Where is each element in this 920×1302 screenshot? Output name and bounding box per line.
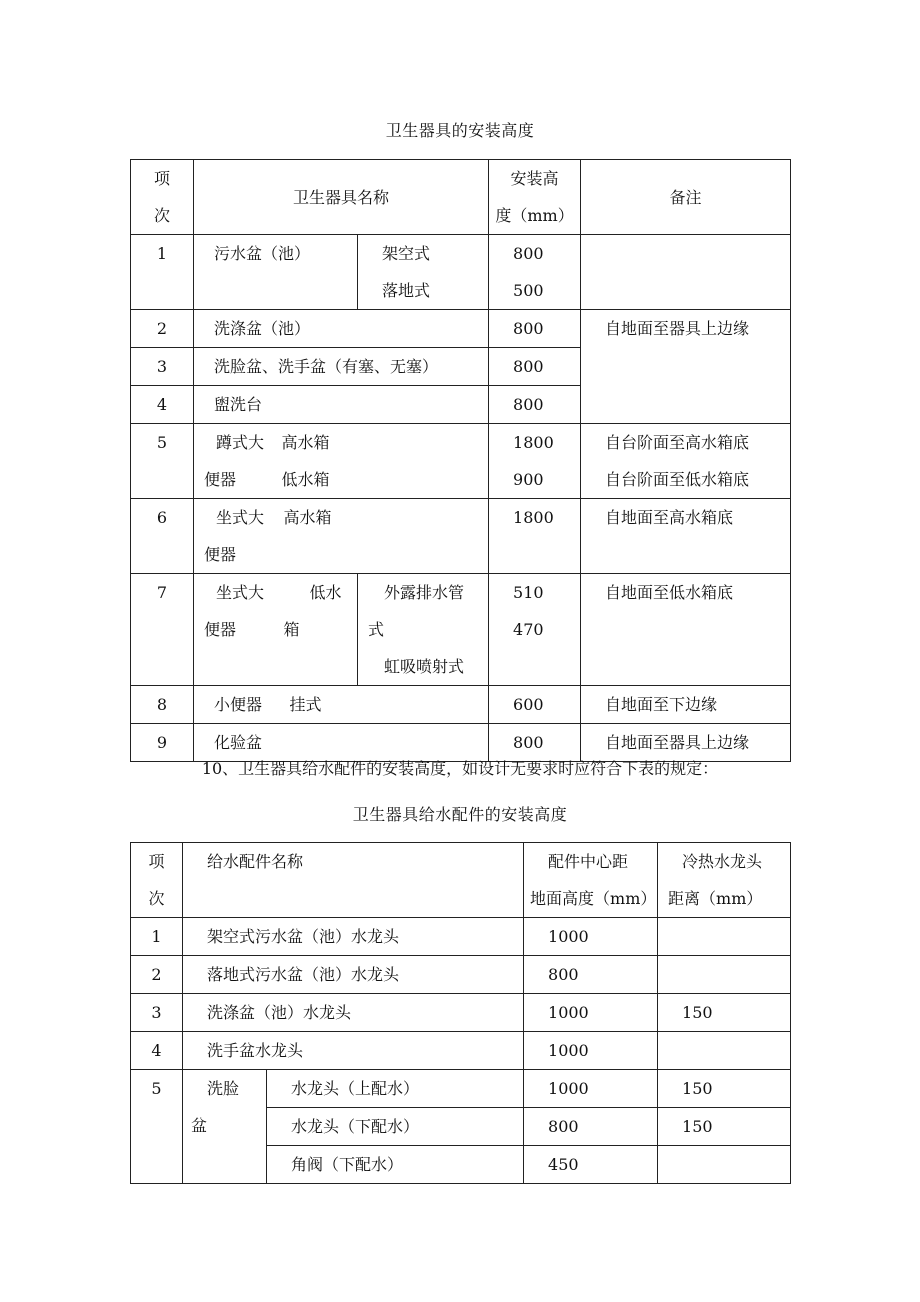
install-height: 510 470: [489, 574, 581, 686]
row-number: 4: [131, 386, 194, 424]
table1-title: 卫生器具的安装高度: [385, 121, 535, 140]
table-row: [131, 994, 791, 1032]
fixture-name: 洗脸盆、洗手盆（有塞、无塞）: [194, 348, 489, 386]
install-height: 800: [489, 386, 581, 424]
fitting-height: 1000: [524, 1032, 658, 1070]
fixture-name: 污水盆（池）: [194, 235, 358, 310]
fitting-subtype: 水龙头（下配水）: [267, 1108, 524, 1146]
header-no: 项 次: [131, 843, 183, 918]
fitting-distance: 150: [658, 994, 791, 1032]
row-number: 3: [131, 348, 194, 386]
table-row: [131, 310, 791, 348]
fixture-subtype: 高水箱: [284, 499, 489, 574]
fitting-name: 洗脸 盆: [183, 1070, 267, 1184]
fixture-name: 蹲式大 便器: [194, 424, 284, 499]
row-number: 5: [131, 424, 194, 499]
fixture-name: 小便器: [194, 686, 284, 724]
fixture-name: 化验盆: [194, 724, 489, 762]
fitting-height: 450: [524, 1146, 658, 1184]
fixture-subtype: 低水 箱: [284, 574, 358, 686]
header-height: 配件中心距 地面高度（mm）: [524, 843, 658, 918]
remark: 自台阶面至高水箱底 自台阶面至低水箱底: [581, 424, 791, 499]
row-number: 3: [131, 994, 183, 1032]
table-row: [131, 956, 791, 994]
fixture-name: 坐式大 便器: [194, 574, 284, 686]
row-number: 2: [131, 956, 183, 994]
remark: 自地面至高水箱底: [581, 499, 791, 574]
row-number: 1: [131, 235, 194, 310]
row-number: 8: [131, 686, 194, 724]
install-height: 1800 900: [489, 424, 581, 499]
fitting-height: 1000: [524, 1070, 658, 1108]
table-row: [131, 918, 791, 956]
table-row: [131, 499, 791, 574]
table1-sanitary-install-height: [130, 159, 791, 762]
install-height: 600: [489, 686, 581, 724]
fitting-name: 落地式污水盆（池）水龙头: [183, 956, 524, 994]
row-number: 1: [131, 918, 183, 956]
fixture-subtype: 挂式: [284, 686, 489, 724]
install-height: 800: [489, 310, 581, 348]
fitting-distance: [658, 1146, 791, 1184]
remark: 自地面至低水箱底: [581, 574, 791, 686]
header-height: 安装高 度（mm）: [489, 160, 581, 235]
fixture-subtype: 高水箱 低水箱: [284, 424, 489, 499]
header-no: 项 次: [131, 160, 194, 235]
install-height: 800: [489, 348, 581, 386]
body-paragraph: 10、卫生器具给水配件的安装高度，如设计无要求时应符合下表的规定：: [201, 759, 719, 778]
header-distance: 冷热水龙头 距离（mm）: [658, 843, 791, 918]
table-row: [131, 686, 791, 724]
row-number: 6: [131, 499, 194, 574]
fitting-name: 洗涤盆（池）水龙头: [183, 994, 524, 1032]
fitting-distance: [658, 956, 791, 994]
header-name: 卫生器具名称: [194, 160, 489, 235]
fitting-name: 洗手盆水龙头: [183, 1032, 524, 1070]
fixture-subtype: 架空式 落地式: [358, 235, 489, 310]
table-row: [131, 1032, 791, 1070]
row-number: 5: [131, 1070, 183, 1184]
fitting-distance: [658, 1032, 791, 1070]
fitting-height: 1000: [524, 994, 658, 1032]
fitting-subtype: 角阀（下配水）: [267, 1146, 524, 1184]
install-height: 800: [489, 724, 581, 762]
remark: 自地面至器具上边缘: [581, 310, 791, 424]
fitting-distance: 150: [658, 1108, 791, 1146]
row-number: 9: [131, 724, 194, 762]
install-height: 1800: [489, 499, 581, 574]
fitting-subtype: 水龙头（上配水）: [267, 1070, 524, 1108]
header-name: 给水配件名称: [183, 843, 524, 918]
remark: [581, 235, 791, 310]
table2-fitting-install-height: [130, 842, 791, 1184]
row-number: 2: [131, 310, 194, 348]
remark: 自地面至下边缘: [581, 686, 791, 724]
fixture-name: 坐式大 便器: [194, 499, 284, 574]
table-row: [131, 424, 791, 499]
table-row: [131, 574, 791, 686]
fixture-name: 洗涤盆（池）: [194, 310, 489, 348]
header-remark: 备注: [581, 160, 791, 235]
table-row: [131, 235, 791, 310]
fitting-distance: 150: [658, 1070, 791, 1108]
fitting-height: 1000: [524, 918, 658, 956]
fitting-distance: [658, 918, 791, 956]
fixture-name: 盥洗台: [194, 386, 489, 424]
fitting-name: 架空式污水盆（池）水龙头: [183, 918, 524, 956]
install-height: 800 500: [489, 235, 581, 310]
remark: 自地面至器具上边缘: [581, 724, 791, 762]
fixture-subtype-detail: 外露排水管 式 虹吸喷射式: [358, 574, 489, 686]
fitting-height: 800: [524, 956, 658, 994]
table2-title: 卫生器具给水配件的安装高度: [352, 805, 568, 824]
table-row: [131, 1070, 791, 1108]
row-number: 4: [131, 1032, 183, 1070]
fitting-height: 800: [524, 1108, 658, 1146]
row-number: 7: [131, 574, 194, 686]
